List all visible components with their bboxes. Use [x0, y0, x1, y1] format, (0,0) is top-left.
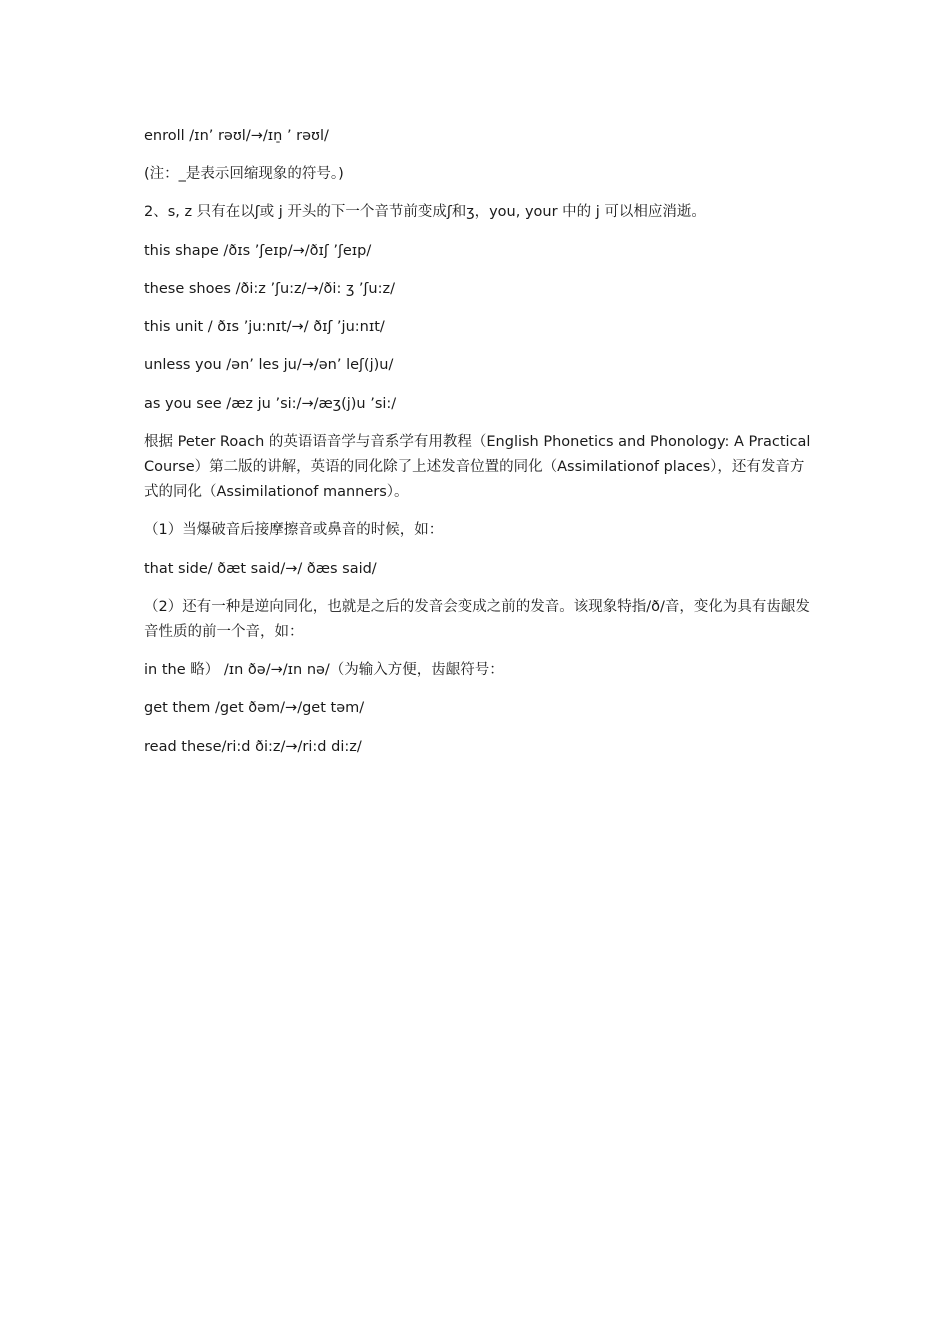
- text-line-example-these-shoes: these shoes /ði:z ’ʃu:z/→/ði: ʒ ’ʃu:z/: [144, 281, 395, 297]
- text-line-example-this-unit: this unit / ðɪs ’ju:nɪt/→/ ðɪʃ ’ju:nɪt/: [144, 319, 385, 335]
- text-line-example-read-these: read these/ri:d ði:z/→/ri:d di:z/: [144, 739, 362, 755]
- paragraph-peter-roach-line-3: 式的同化（Assimilationof manners）。: [144, 484, 409, 500]
- text-line-example-in-the: in the 略） /ɪn ðə/→/ɪn nə/（为输入方便，齿龈符号：: [144, 662, 504, 678]
- paragraph-peter-roach-line-1: 根据 Peter Roach 的英语语音学与音系学有用教程（English Phonetics and Phonology: A Practical: [144, 434, 811, 450]
- text-line-enroll: enroll /ɪn’ rəʊl/→/ɪn̠ ’ rəʊl/: [144, 128, 329, 144]
- text-line-example-get-them: get them /get ðəm/→/get təm/: [144, 700, 365, 716]
- paragraph-peter-roach-line-2: Course）第二版的讲解，英语的同化除了上述发音位置的同化（Assimilationof places），还有发音方: [144, 459, 805, 475]
- text-line-note: (注：_是表示回缩现象的符号。): [144, 166, 344, 182]
- text-line-example-this-shape: this shape /ðɪs ’ʃeɪp/→/ðɪʃ ’ʃeɪp/: [144, 243, 372, 259]
- text-line-example-that-side: that side/ ðæt said/→/ ðæs said/: [144, 561, 377, 577]
- text-line-item-2-line-2: 音性质的前一个音，如：: [144, 624, 304, 640]
- text-line-example-as-you-see: as you see /æz ju ’si:/→/æʒ(j)u ’si:/: [144, 396, 397, 412]
- text-line-item-1: （1）当爆破音后接摩擦音或鼻音的时候，如：: [144, 522, 444, 538]
- text-line-rule-2: 2、s, z 只有在以ʃ或 j 开头的下一个音节前变成ʃ和ʒ，you, your 中的 j 可以相应消逝。: [144, 204, 706, 220]
- text-line-item-2-line-1: （2）还有一种是逆向同化，也就是之后的发音会变成之前的发音。该现象特指/ð/音，变化为具有齿龈发: [144, 599, 810, 615]
- text-line-example-unless-you: unless you /ən’ les ju/→/ən’ leʃ(j)u/: [144, 357, 394, 373]
